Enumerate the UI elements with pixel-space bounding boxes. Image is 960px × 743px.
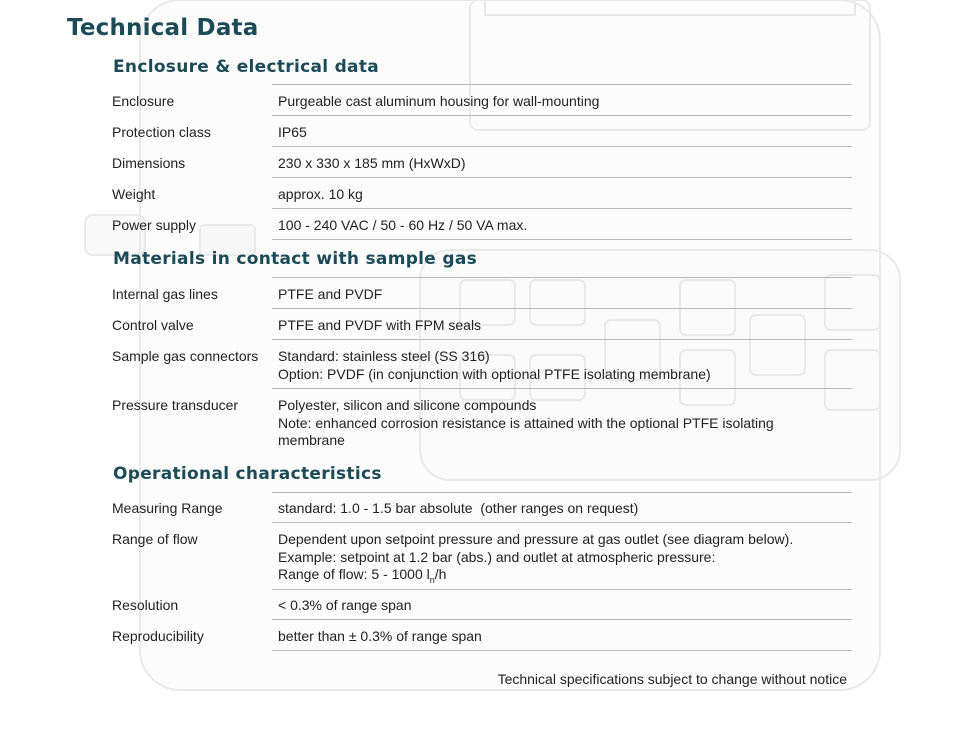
divider bbox=[272, 388, 852, 389]
row-label-power-supply: Power supply bbox=[112, 217, 197, 233]
row-label-enclosure: Enclosure bbox=[112, 93, 175, 109]
row-label-dimensions: Dimensions bbox=[112, 155, 186, 171]
divider bbox=[272, 239, 852, 240]
row-value-weight: approx. 10 kg bbox=[278, 186, 363, 202]
row-label-control-valve: Control valve bbox=[112, 317, 194, 333]
divider bbox=[272, 308, 852, 309]
page-title: Technical Data bbox=[67, 15, 259, 41]
row-label-resolution: Resolution bbox=[112, 597, 179, 613]
row-value-enclosure: Purgeable cast aluminum housing for wall-mounting bbox=[278, 93, 600, 109]
row-label-sample-gas-connectors: Sample gas connectors bbox=[112, 348, 259, 364]
divider bbox=[272, 208, 852, 209]
section-title-operational: Operational characteristics bbox=[113, 464, 382, 484]
row-label-measuring-range: Measuring Range bbox=[112, 500, 223, 516]
row-value-control-valve: PTFE and PVDF with FPM seals bbox=[278, 317, 482, 333]
divider bbox=[272, 650, 852, 651]
row-label-reproducibility: Reproducibility bbox=[112, 628, 204, 644]
row-value-reproducibility: better than ± 0.3% of range span bbox=[278, 628, 482, 644]
divider bbox=[272, 339, 852, 340]
row-label-protection-class: Protection class bbox=[112, 124, 211, 140]
section-title-materials: Materials in contact with sample gas bbox=[113, 249, 478, 269]
row-value-range-of-flow: Dependent upon setpoint pressure and pressure at gas outlet (see diagram below). Example: setpoint at 1.2 bar (abs.) and outlet at atmospheric pressure: Range of flow: 5 - 1000 $l_n/h$ bbox=[278, 531, 794, 585]
row-value-internal-gas-lines: PTFE and PVDF bbox=[278, 286, 383, 302]
divider bbox=[272, 522, 852, 523]
row-label-internal-gas-lines: Internal gas lines bbox=[112, 286, 218, 302]
row-value-protection-class: IP65 bbox=[278, 124, 307, 140]
divider bbox=[272, 146, 852, 147]
divider bbox=[272, 589, 852, 590]
divider bbox=[272, 115, 852, 116]
row-value-measuring-range: standard: 1.0 - 1.5 bar absolute (other ranges on request) bbox=[278, 500, 639, 516]
divider bbox=[272, 492, 852, 493]
row-value-pressure-transducer: Polyester, silicon and silicone compounds Note: enhanced corrosion resistance is attained with the optional PTFE isolating membrane bbox=[278, 397, 774, 448]
divider bbox=[272, 277, 852, 278]
row-value-resolution: < 0.3% of range span bbox=[278, 597, 412, 613]
row-label-range-of-flow: Range of flow bbox=[112, 531, 198, 547]
row-value-power-supply: 100 - 240 VAC / 50 - 60 Hz / 50 VA max. bbox=[278, 217, 528, 233]
row-value-dimensions: 230 x 330 x 185 mm (HxWxD) bbox=[278, 155, 466, 171]
row-label-weight: Weight bbox=[112, 186, 156, 202]
row-label-pressure-transducer: Pressure transducer bbox=[112, 397, 239, 413]
footer-note: Technical specifications subject to change without notice bbox=[497, 671, 847, 687]
divider bbox=[272, 619, 852, 620]
divider bbox=[272, 84, 852, 85]
row-value-sample-gas-connectors: Standard: stainless steel (SS 316) Option: PVDF (in conjunction with optional PTFE isolating membrane) bbox=[278, 348, 711, 382]
section-title-enclosure: Enclosure & electrical data bbox=[113, 57, 380, 77]
divider bbox=[272, 177, 852, 178]
